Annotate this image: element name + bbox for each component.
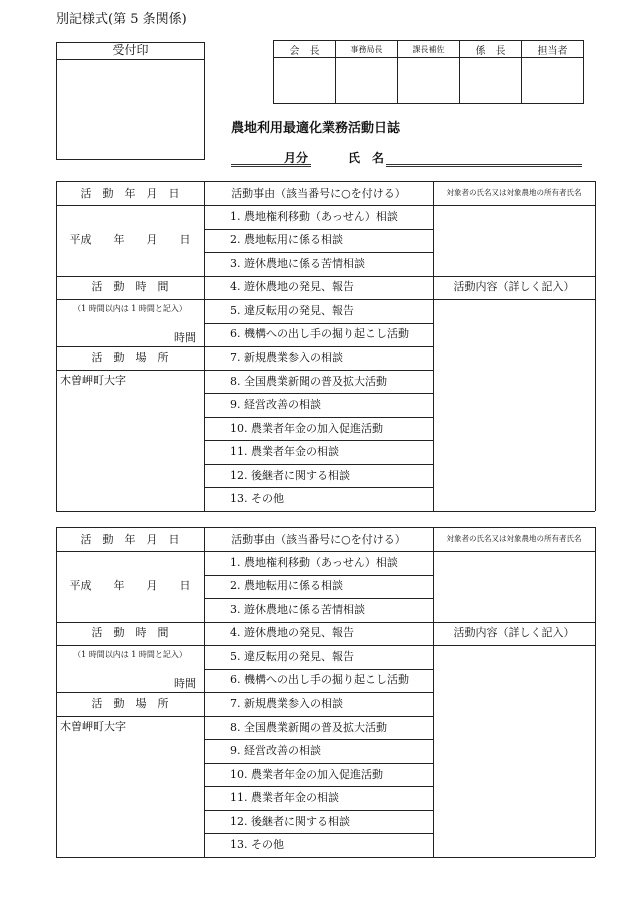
activity-date-value: 平成 年 月 日 xyxy=(69,579,191,593)
reason-row-divider xyxy=(204,810,433,811)
activity-time-header: 活 動 時 間 xyxy=(91,626,169,640)
activity-place-value: 木曽岬町大字 xyxy=(60,373,126,387)
activity-reason-9: 9. 経営改善の相談 xyxy=(230,398,321,412)
activity-reason-7: 7. 新規農業参入の相談 xyxy=(230,351,343,364)
record-border-bottom xyxy=(56,511,595,512)
reason-row-divider xyxy=(204,833,433,834)
stamp-box-secretary-general[interactable] xyxy=(336,58,398,104)
reason-row-divider xyxy=(204,598,433,599)
reason-row-divider xyxy=(204,739,433,740)
form-label: 別記様式(第 5 条関係) xyxy=(56,12,187,27)
activity-reason-6: 6. 機構への出し手の掘り起こし活動 xyxy=(230,327,409,341)
receipt-box-title: 受付印 xyxy=(112,43,149,57)
name-blank-line[interactable] xyxy=(386,164,582,170)
reason-row-divider xyxy=(204,370,433,371)
reason-row-divider xyxy=(204,487,433,488)
activity-reason-11: 11. 農業者年金の相談 xyxy=(230,445,339,459)
activity-date-value: 平成 年 月 日 xyxy=(69,233,191,247)
reason-row-divider xyxy=(204,786,433,787)
activity-reason-2: 2. 農地転用に係る相談 xyxy=(230,579,343,593)
stamp-header-chief: 係 長 xyxy=(460,41,522,58)
activity-place-value: 木曽岬町大字 xyxy=(60,719,126,733)
activity-reason-1: 1. 農地権利移動（あっせん）相談 xyxy=(230,209,398,223)
reason-row-divider xyxy=(204,622,433,623)
activity-reason-4: 4. 遊休農地の発見、報告 xyxy=(230,280,354,294)
reason-row-divider xyxy=(204,276,433,277)
header-target-person: 対象者の氏名又は対象農地の所有者氏名 xyxy=(446,534,582,543)
reason-row-divider xyxy=(204,645,433,646)
target-section-divider xyxy=(433,622,595,623)
reason-row-divider xyxy=(204,464,433,465)
activity-reason-11: 11. 農業者年金の相談 xyxy=(230,791,339,805)
activity-time-unit: 時間 xyxy=(174,331,196,345)
record-border-right xyxy=(595,527,596,857)
header-activity-reason: 活動事由（該当番号に○を付ける） xyxy=(231,187,406,200)
activity-reason-13: 13. その他 xyxy=(230,492,284,506)
place-header-divider xyxy=(56,716,204,717)
place-header-divider xyxy=(56,370,204,371)
activity-time-note: （1 時間以内は 1 時間と記入） xyxy=(73,304,187,314)
stamp-header-deputy-manager: 課長補佐 xyxy=(398,41,460,58)
stamp-box-chairman[interactable] xyxy=(274,58,336,104)
time-section-divider xyxy=(56,346,204,347)
reason-row-divider xyxy=(204,692,433,693)
reason-row-divider xyxy=(204,716,433,717)
reason-row-divider xyxy=(204,229,433,230)
reason-row-divider xyxy=(204,763,433,764)
header-activity-reason: 活動事由（該当番号に○を付ける） xyxy=(231,533,406,546)
column-divider-target xyxy=(433,181,434,511)
stamp-box-chief[interactable] xyxy=(460,58,522,104)
activity-reason-8: 8. 全国農業新聞の普及拡大活動 xyxy=(230,720,387,734)
header-activity-date: 活 動 年 月 日 xyxy=(80,533,180,546)
activity-place-header: 活 動 場 所 xyxy=(91,351,169,364)
reason-row-divider xyxy=(204,393,433,394)
time-header-divider xyxy=(56,299,204,300)
stamp-box-deputy-manager[interactable] xyxy=(398,58,460,104)
activity-content-header: 活動内容（詳しく記入） xyxy=(453,626,575,640)
target-section-divider xyxy=(433,276,595,277)
activity-content-header: 活動内容（詳しく記入） xyxy=(453,280,575,294)
record-border-bottom xyxy=(56,857,595,858)
stamp-header-secretary-general: 事務局長 xyxy=(336,41,398,58)
record-border-right xyxy=(595,181,596,511)
record-border-top xyxy=(56,181,595,182)
activity-time-unit: 時間 xyxy=(174,677,196,691)
activity-place-header: 活 動 場 所 xyxy=(91,697,169,710)
header-activity-date: 活 動 年 月 日 xyxy=(80,187,180,200)
activity-time-note: （1 時間以内は 1 時間と記入） xyxy=(73,650,187,660)
reason-row-divider xyxy=(204,417,433,418)
reason-row-divider xyxy=(204,440,433,441)
activity-reason-3: 3. 遊休農地に係る苦情相談 xyxy=(230,256,365,270)
activity-record-1 xyxy=(56,181,595,511)
activity-reason-9: 9. 経営改善の相談 xyxy=(230,744,321,758)
reason-row-divider xyxy=(204,346,433,347)
record-border-top xyxy=(56,527,595,528)
time-header-divider xyxy=(56,645,204,646)
date-section-divider xyxy=(56,622,204,623)
activity-time-header: 活 動 時 間 xyxy=(91,280,169,294)
stamp-header-staff: 担当者 xyxy=(522,41,584,58)
activity-reason-3: 3. 遊休農地に係る苦情相談 xyxy=(230,602,365,616)
reason-row-divider xyxy=(204,299,433,300)
activity-reason-10: 10. 農業者年金の加入促進活動 xyxy=(230,421,383,435)
date-section-divider xyxy=(56,276,204,277)
activity-reason-4: 4. 遊休農地の発見、報告 xyxy=(230,626,354,640)
content-header-divider xyxy=(433,645,595,646)
document-title: 農地利用最適化業務活動日誌 xyxy=(231,121,401,136)
reason-row-divider xyxy=(204,669,433,670)
activity-reason-12: 12. 後継者に関する相談 xyxy=(230,468,350,482)
column-divider-target xyxy=(433,527,434,857)
activity-reason-5: 5. 違反転用の発見、報告 xyxy=(230,303,354,317)
reason-row-divider xyxy=(204,575,433,576)
activity-reason-2: 2. 農地転用に係る相談 xyxy=(230,233,343,247)
activity-reason-6: 6. 機構への出し手の掘り起こし活動 xyxy=(230,673,409,687)
activity-reason-10: 10. 農業者年金の加入促進活動 xyxy=(230,767,383,781)
stamp-header-chairman: 会 長 xyxy=(274,41,336,58)
activity-reason-5: 5. 違反転用の発見、報告 xyxy=(230,649,354,663)
stamp-box-staff[interactable] xyxy=(522,58,584,104)
content-header-divider xyxy=(433,299,595,300)
activity-reason-7: 7. 新規農業参入の相談 xyxy=(230,697,343,710)
header-divider xyxy=(56,205,595,206)
activity-reason-13: 13. その他 xyxy=(230,838,284,852)
activity-reason-1: 1. 農地権利移動（あっせん）相談 xyxy=(230,555,398,569)
activity-record-2 xyxy=(56,527,595,857)
activity-reason-12: 12. 後継者に関する相談 xyxy=(230,814,350,828)
header-target-person: 対象者の氏名又は対象農地の所有者氏名 xyxy=(446,188,582,197)
time-section-divider xyxy=(56,692,204,693)
name-label: 氏 名 xyxy=(348,151,385,165)
approval-stamp-table xyxy=(273,40,584,104)
month-label: 月分 xyxy=(284,151,309,165)
reason-row-divider xyxy=(204,323,433,324)
header-divider xyxy=(56,551,595,552)
reason-row-divider xyxy=(204,252,433,253)
activity-reason-8: 8. 全国農業新聞の普及拡大活動 xyxy=(230,374,387,388)
